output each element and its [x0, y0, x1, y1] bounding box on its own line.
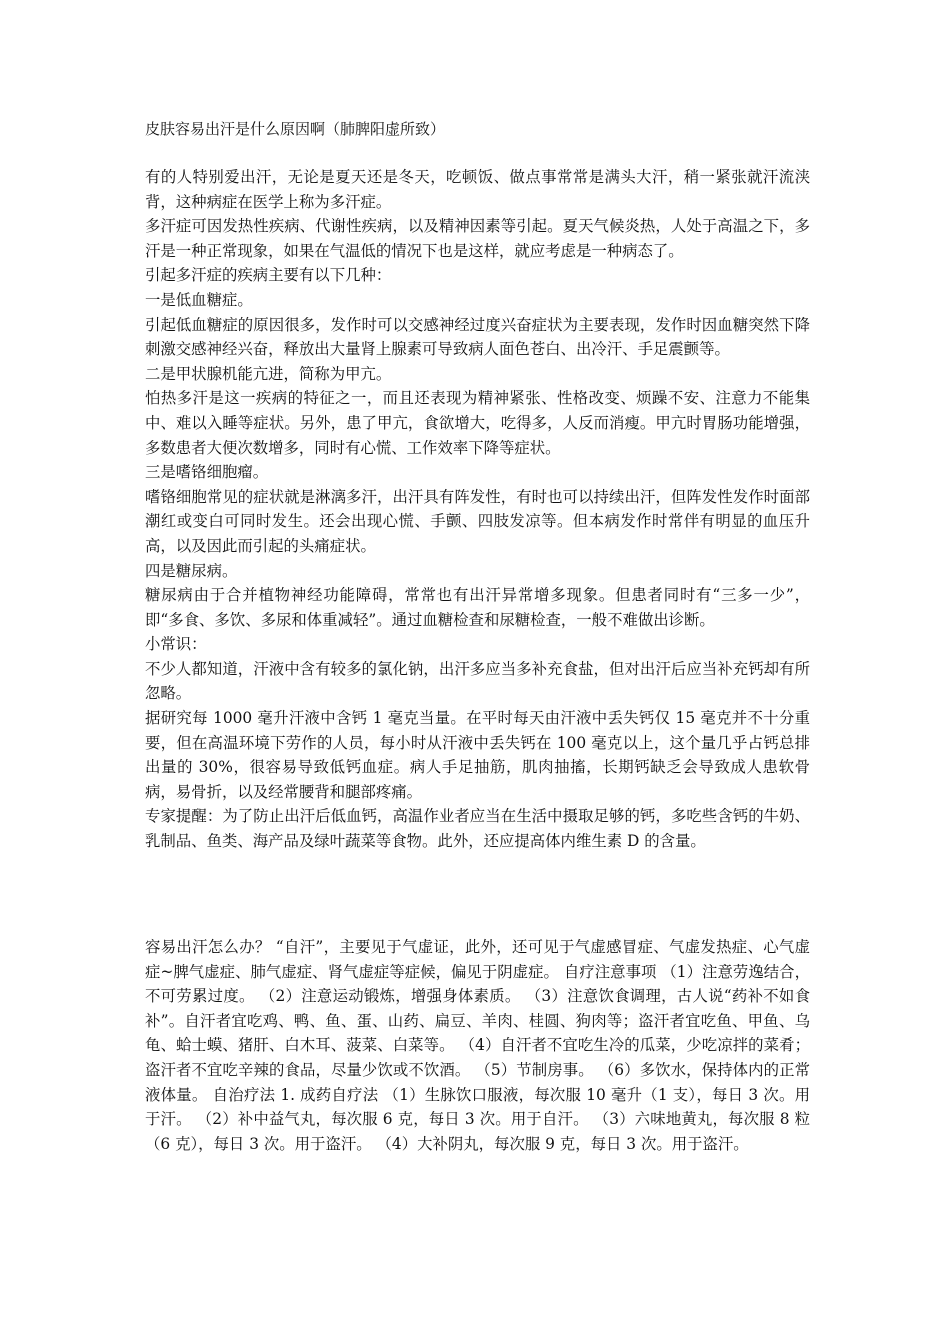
paragraph: 有的人特别爱出汗，无论是夏天还是冬天，吃顿饭、做点事常常是满头大汗，稍一紧张就汗流浃背，这种病症在医学上称为多汗症。 — [145, 168, 810, 211]
paragraph: 糖尿病由于合并植物神经功能障碍，常常也有出汗异常增多现象。但患者同时有“三多一少”，即“多食、多饮、多尿和体重减轻”。通过血糖检查和尿糖检查，一般不难做出诊断。 — [145, 586, 810, 629]
paragraph: 四是糖尿病。 — [145, 561, 238, 580]
paragraph: 三是嗜铬细胞瘤。 — [145, 463, 269, 482]
paragraph: 容易出汗怎么办？ “自汗”，主要见于气虚证，此外，还可见于气虚感冒症、气虚发热症、心气虚症~脾气虚症、肺气虚症、肾气虚症等症候，偏见于阴虚症。 自疗注意事项 （1）注意劳逸结合，不可劳累过度。 （2）注意运动锻炼，增强身体素质。 （3）注意饮食调理，古人说“药补不如食补”。自汗者宜吃鸡、鸭、鱼、蛋、山药、扁豆、羊肉、桂圆、狗肉等；盗汗者宜吃鱼、甲鱼、乌龟、蛤士蟆、猪肝、白木耳、菠菜、白菜等。 （4）自汗者不宜吃生冷的瓜菜，少吃凉拌的菜肴；盗汗者不宜吃辛辣的食品，尽量少饮或不饮酒。 （5）节制房事。 （6）多饮水，保持体内的正常液体量。 自治疗法 1. 成药自疗法 （1）生脉饮口服液，每次服 10 毫升（1 支），每日 3 次。用于汗。 （2）补中益气丸，每次服 6 克，每日 3 次。用于自汗。 （3）六味地黄丸，每次服 8 粒（6 克），每日 3 次。用于盗汗。 （4）大补阴丸，每次服 9 克，每日 3 次。用于盗汗。 — [145, 938, 810, 1153]
paragraph: 专家提醒：为了防止出汗后低血钙，高温作业者应当在生活中摄取足够的钙，多吃些含钙的牛奶、乳制品、鱼类、海产品及绿叶蔬菜等食物。此外，还应提高体内维生素 D 的含量。 — [145, 807, 810, 851]
paragraph: 多汗症可因发热性疾病、代谢性疾病，以及精神因素等引起。夏天气候炎热，人处于高温之下，多汗是一种正常现象，如果在气温低的情况下也是这样，就应考虑是一种病态了。 — [145, 217, 810, 260]
paragraph: 据研究每 1000 毫升汗液中含钙 1 毫克当量。在平时每天由汗液中丢失钙仅 15 毫克并不十分重要，但在高温环境下劳作的人员，每小时从汗液中丢失钙在 100 毫克以上，这个量几乎占钙总排出量的 30%，很容易导致低钙血症。病人手足抽筋，肌肉抽搐，长期钙缺乏会导致成人患软骨病，易骨折，以及经常腰背和腿部疼痛。 — [145, 709, 810, 801]
paragraph: 不少人都知道，汗液中含有较多的氯化钠，出汗多应当多补充食盐，但对出汗后应当补充钙却有所忽略。 — [145, 659, 810, 703]
paragraph: 一是低血糖症。 — [145, 290, 253, 309]
paragraph: 二是甲状腺机能亢进，简称为甲亢。 — [145, 364, 392, 383]
paragraph: 嗜铬细胞常见的症状就是淋漓多汗，出汗具有阵发性，有时也可以持续出汗，但阵发性发作时面部潮红或变白可同时发生。还会出现心慌、手颤、四肢发凉等。但本病发作时常伴有明显的血压升高，以及因此而引起的头痛症状。 — [145, 487, 810, 555]
paragraph: 引起多汗症的疾病主要有以下几种： — [145, 266, 392, 285]
section-1 — [145, 165, 810, 854]
page-title: 皮肤容易出汗是什么原因啊（肺脾阳虚所致） — [145, 120, 446, 138]
paragraph: 引起低血糖症的原因很多，发作时可以交感神经过度兴奋症状为主要表现，发作时因血糖突然下降刺激交感神经兴奋，释放出大量肾上腺素可导致病人面色苍白、出冷汗、手足震颤等。 — [145, 315, 810, 359]
section-2 — [145, 935, 810, 1156]
paragraph: 怕热多汗是这一疾病的特征之一，而且还表现为精神紧张、性格改变、烦躁不安、注意力不能集中、难以入睡等症状。另外，患了甲亢，食欲增大，吃得多，人反而消瘦。甲亢时胃肠功能增强，多数患者大便次数增多，同时有心慌、工作效率下降等症状。 — [145, 389, 810, 457]
paragraph: 小常识： — [145, 635, 207, 654]
